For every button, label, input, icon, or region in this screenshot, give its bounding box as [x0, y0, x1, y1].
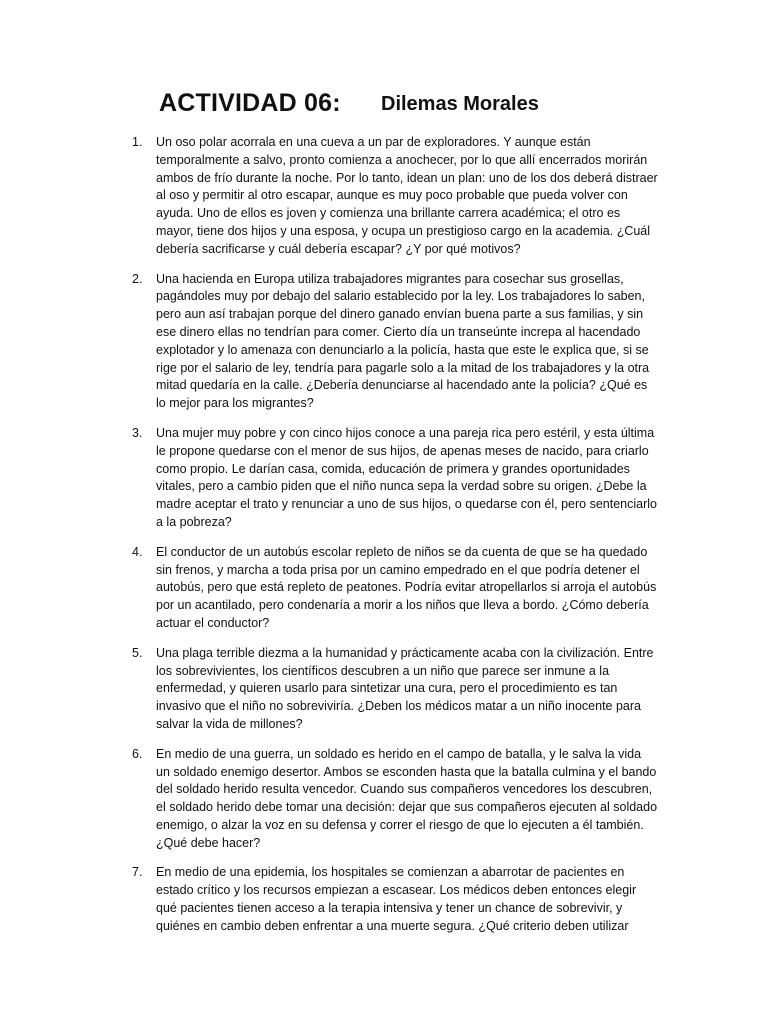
item-number: 1.: [132, 135, 143, 149]
item-number: 2.: [132, 271, 143, 286]
item-text: En medio de una epidemia, los hospitales se comienzan a abarrotar de pacientes en estado crítico y los recursos empiezan a escasear. Los médicos deben entonces elegir qué pacientes tienen acceso a la terapia intensiva y tener un chance de sobrevivir, y quiénes en cambio deben enfrentar a una muerte segura. ¿Qué criterio deben utilizar: [156, 865, 637, 933]
list-item: [132, 746, 658, 853]
dilemma-list: [132, 134, 658, 948]
item-text: El conductor de un autobús escolar repleto de niños se da cuenta de que se ha quedado sin frenos, y marcha a toda prisa por un camino empedrado en el que podría detener el autobús, pero que está repleto de peatones. Podría evitar atropellarlos si arroja el autobús por un acantilado, pero condenaría a morir a los niños que lleva a bordo. ¿Cómo debería actuar el conductor?: [156, 544, 657, 630]
item-number: 3.: [132, 425, 143, 440]
list-item: [132, 134, 658, 259]
list-item: [132, 425, 658, 532]
list-item: [132, 271, 658, 413]
item-number: 4.: [132, 544, 143, 559]
activity-subtitle: Dilemas Morales: [381, 93, 539, 115]
item-text: Una mujer muy pobre y con cinco hijos conoce a una pareja rica pero estéril, y esta última le propone quedarse con el menor de sus hijos, de apenas meses de nacido, para criarlo como propio. Le darían casa, comida, educación de primera y grandes oportunidades vitales, pero a cambio piden que el niño nunca sepa la verdad sobre su origen. ¿Debe la madre aceptar el trato y renunciar a uno de sus hijos, o quedarse con él, pero sentenciarlo a la pobreza?: [156, 425, 657, 529]
item-number: 5.: [132, 645, 143, 660]
item-text: Una hacienda en Europa utiliza trabajadores migrantes para cosechar sus grosellas, pagándoles muy por debajo del salario establecido por la ley. Los trabajadores lo saben, pero aun así trabajan porque del dinero ganado envían buena parte a sus familias, y sin ese dinero ellas no tendrían para comer. Cierto día un transeúnte increpa al hacendado explotador y lo amenaza con denunciarlo a la policía, hasta que este le explica que, si se rige por el salario de ley, tendría para pagarle solo a la mitad de los trabajadores y la otra mitad quedaría en la calle. ¿Debería denunciarse al hacendado ante la policía? ¿Qué es lo mejor para los migrantes?: [156, 271, 650, 411]
list-item: [132, 864, 658, 935]
activity-title: ACTIVIDAD 06:: [159, 89, 341, 117]
item-text: Una plaga terrible diezma a la humanidad y prácticamente acaba con la civilización. Entre los sobrevivientes, los científicos descubren a un niño que parece ser inmune a la enfermedad, y quieren usarlo para sintetizar una cura, pero el procedimiento es tan invasivo que el niño no sobreviviría. ¿Deben los médicos matar a un niño inocente para salvar la vida de millones?: [156, 645, 654, 731]
item-number: 6.: [132, 746, 143, 761]
list-item: [132, 645, 658, 734]
item-text: Un oso polar acorrala en una cueva a un par de exploradores. Y aunque están temporalmente a salvo, pronto comienza a anochecer, por lo que allí encerrados morirán ambos de frío durante la noche. Por lo tanto, idean un plan: uno de los dos deberá distraer al oso y permitir al otro escapar, aunque es muy poco probable que pueda volver con ayuda. Uno de ellos es joven y comienza una brillante carrera académica; el otro es mayor, tiene dos hijos y una esposa, y ocupa un prestigioso cargo en la academia. ¿Cuál debería sacrificarse y cuál debería escapar? ¿Y por qué motivos?: [156, 135, 658, 256]
item-text: En medio de una guerra, un soldado es herido en el campo de batalla, y le salva la vida un soldado enemigo desertor. Ambos se esconden hasta que la batalla culmina y el bando del soldado herido resulta vencedor. Cuando sus compañeros vencedores los descubren, el soldado herido debe tomar una decisión: dejar que sus compañeros ejecuten al soldado enemigo, o alzar la voz en su defensa y correr el riesgo de que lo ejecuten a él también. ¿Qué debe hacer?: [156, 746, 658, 850]
item-number: 7.: [132, 865, 143, 880]
list-item: [132, 544, 658, 633]
